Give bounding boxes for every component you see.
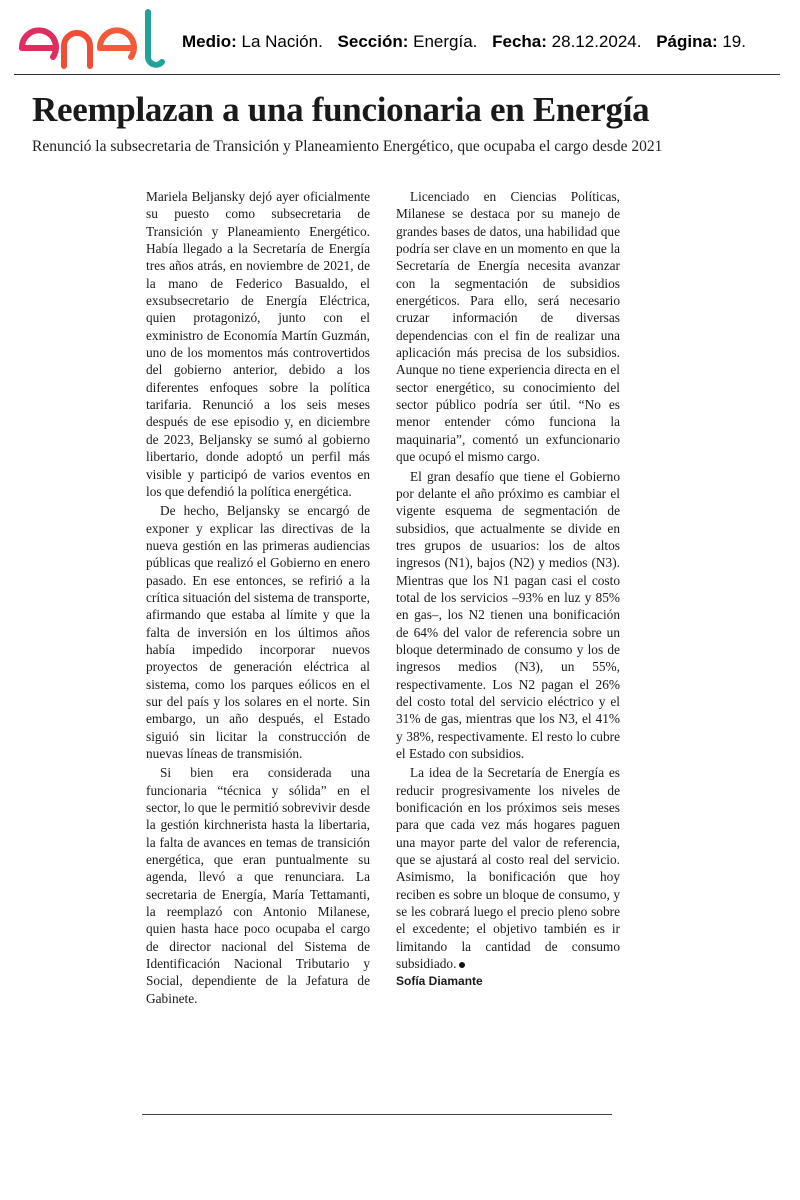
article-paragraph: Mariela Beljansky dejó ayer oficialmente su puesto como subsecretaria de Transición y Planeamiento Energético. Había llegado a la Secretaría de Energía tres años atrás, en noviembre de 2021, de la mano de Federico Basualdo, el exsubsecretario de Energía Eléctrica, quien protagonizó, junto con el exministro de Economía Martín Guzmán, uno de los momentos más controvertidos del gobierno anterior, debido a los diferentes enfoques sobre la política tarifaria. Renunció a los seis meses después de ese episodio y, en diciembre de 2023, Beljansky se sumó al gobierno libertario, donde adoptó un perfil más visible y participó de varios eventos en los que defendió la política energética. [146, 189, 370, 499]
article-paragraph-text: La idea de la Secretaría de Energía es reducir progresivamente los niveles de bonificación en los próximos seis meses para que cada vez más hogares paguen una mayor parte del valor de referencia, que se ajustará al costo real del servicio. Asimismo, la bonificación que hoy reciben es sobre un bloque de consumo, y se les cobrará luego el precio pleno sobre el excedente; el objetivo también es ir limitando la cantidad de consumo subsidiado. [396, 765, 620, 972]
pagina-label: Página: [656, 32, 718, 51]
article-paragraph: Si bien era considerada una funcionaria “técnica y sólida” en el sector, lo que le permitió sobrevivir desde la gestión kirchnerista hasta la libertaria, la falta de avances en temas de transición energética, que eran puntualmente su agenda, llevó a que renunciara. La secretaria de Energía, María Tettamanti, la reemplazó con Antonio Milanese, quien hasta hace poco ocupaba el cargo de director nacional del Sistema de Identificación Nacional Tributario y Social, dependiente de la Jefatura de Gabinete. [146, 765, 370, 1006]
article-paragraph: El gran desafío que tiene el Gobierno por delante el año próximo es cambiar el vigente esquema de segmentación de subsidios, que actualmente se divide en tres grupos de usuarios: los de altos ingresos (N1), bajos (N2) y medios (N3). Mientras que los N1 pagan casi el costo total de los servicios –93% en luz y 85% en gas–, los N2 tienen una bonificación de 64% del valor de referencia sobre un bloque determinado de consumo y los de ingresos medios (N3), un 55%, respectivamente. Los N2 pagan el 26% del costo total del servicio eléctrico y el 31% de gas, mientras que los N3, el 41% y 38%, respectivamente. El resto lo cubre el Estado con subsidios. [396, 468, 620, 761]
end-of-article-bullet [459, 962, 465, 968]
clipping-header [14, 8, 780, 74]
medio-label: Medio: [182, 32, 237, 51]
article-paragraph: Licenciado en Ciencias Políticas, Milanese se destaca por su manejo de grandes bases de datos, una habilidad que podría ser clave en un momento en que la Secretaría de Energía necesita avanzar con la segmentación de subsidios energéticos. Para ello, será necesario cruzar información de diversas dependencias con el fin de realizar una aplicación más precisa de los subsidios. Aunque no tiene experiencia directa en el sector energético, su conocimiento del sector público podría ser útil. “No es menor entender cómo funciona la maquinaria”, comentó un exfuncionario que ocupó el mismo cargo. [396, 189, 620, 465]
enel-logo [14, 8, 174, 72]
article-headline: Reemplazan a una funcionaria en Energía [32, 90, 650, 129]
article-column-right [396, 188, 620, 991]
article-paragraph-last [396, 764, 620, 972]
seccion-value: Energía. [413, 32, 478, 51]
medio-value: La Nación. [241, 32, 323, 51]
fecha-value: 28.12.2024. [551, 32, 642, 51]
article-paragraph: De hecho, Beljansky se encargó de exponer y explicar las directivas de la nueva gestión en las primeras audiencias públicas que realizó el Gobierno en enero pasado. En ese entonces, se refirió a la crítica situación del sistema de transporte, afirmando que estaba al límite y que la falta de inversión en los últimos años había impedido incorporar nuevos proyectos de generación eléctrica al sistema, como los parques eólicos en el sur del país y los solares en el norte. Sin embargo, un año después, el Estado siguió sin licitar la construcción de nuevas líneas de transmisión. [146, 503, 370, 761]
header-divider [14, 74, 780, 75]
seccion-label: Sección: [337, 32, 409, 51]
article-column-left [146, 188, 370, 1007]
fecha-label: Fecha: [492, 32, 547, 51]
article-subtitle: Renunció la subsecretaria de Transición y Planeamiento Energético, que ocupaba el cargo desde 2021 [32, 138, 663, 155]
pagina-value: 19. [722, 32, 746, 51]
bottom-divider [142, 1114, 612, 1115]
clipping-metadata [182, 32, 746, 52]
article-byline: Sofía Diamante [396, 974, 483, 989]
